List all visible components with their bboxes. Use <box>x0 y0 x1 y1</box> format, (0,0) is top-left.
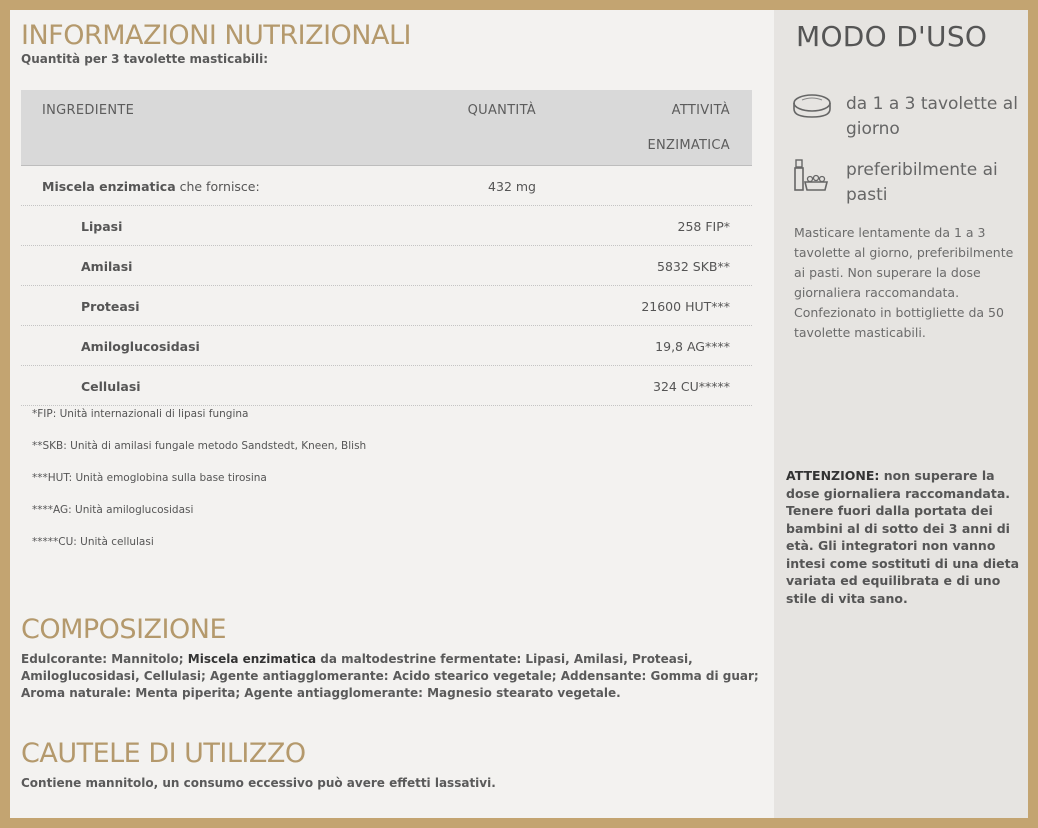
usage-item-text: da 1 a 3 tavolette al giorno <box>846 94 1018 139</box>
composizione-title: COMPOSIZIONE <box>21 614 227 645</box>
row-activity: 324 CU***** <box>653 379 730 394</box>
footnote: ****AG: Unità amiloglucosidasi <box>32 504 194 516</box>
nutrition-section <box>10 10 774 818</box>
row-activity: 5832 SKB** <box>657 259 730 274</box>
modo-title: MODO D'USO <box>796 20 988 53</box>
table-row <box>21 246 752 286</box>
row-activity: 19,8 AG**** <box>655 339 730 354</box>
composizione-text: Edulcorante: Mannitolo; Miscela enzimatica da maltodestrine fermentate: Lipasi, Amilasi, Proteasi, Amiloglucosidasi, Cellulasi; Agente antiagglomerante: Acido stearico vegetale; Addensante: Gomma di guar; Aroma naturale: Menta piperita; Agente antiagglomerante: Magnesio stearato vegetale. <box>21 652 759 700</box>
row-name: Lipasi <box>81 219 123 234</box>
table-row <box>21 326 752 366</box>
table-row <box>21 286 752 326</box>
footnote: **SKB: Unità di amilasi fungale metodo Sandstedt, Kneen, Blish <box>32 440 367 452</box>
footnotes <box>32 408 366 568</box>
row-name: Miscela enzimatica che fornisce: <box>42 179 260 194</box>
nutrition-table <box>21 90 752 406</box>
cautele-text: Contiene mannitolo, un consumo eccessivo può avere effetti lassativi. <box>21 776 496 790</box>
row-activity: 258 FIP* <box>677 219 730 234</box>
footnote: ***HUT: Unità emoglobina sulla base tirosina <box>32 472 267 484</box>
table-row <box>21 366 752 406</box>
usage-panel <box>774 10 1028 818</box>
footnote: *FIP: Unità internazionali di lipasi fungina <box>32 408 249 420</box>
row-name: Cellulasi <box>81 379 141 394</box>
table-header <box>21 90 752 166</box>
row-quantity: 432 mg <box>488 179 536 194</box>
header-ingredient: INGREDIENTE <box>42 103 135 118</box>
header-quantity: QUANTITÀ <box>467 103 536 118</box>
attention-note: ATTENZIONE: non superare la dose giornaliera raccomandata. Tenere fuori dalla portata dei bambini al di sotto dei 3 anni di età. Gli integratori non vanno intesi come sostituti di una dieta variata ed equilibrata e di uno stile di vita sano. <box>786 468 1020 606</box>
cautele-title: CAUTELE DI UTILIZZO <box>21 738 306 769</box>
table-row <box>21 166 752 206</box>
header-activity-1: ATTIVITÀ <box>671 103 730 118</box>
row-name: Amilasi <box>81 259 133 274</box>
usage-description: Masticare lentamente da 1 a 3 tavolette al giorno, preferibilmente ai pasti. Non superare la dose giornaliera raccomandata. Confezionato in bottigliette da 50 tavolette masticabili. <box>794 225 1014 340</box>
row-name: Amiloglucosidasi <box>81 339 200 354</box>
table-row <box>21 206 752 246</box>
tablet-icon <box>792 92 834 126</box>
row-activity: 21600 HUT*** <box>641 299 730 314</box>
header-activity-2: ENZIMATICA <box>647 138 730 153</box>
footnote: *****CU: Unità cellulasi <box>32 536 154 548</box>
info-subtitle: Quantità per 3 tavolette masticabili: <box>21 52 269 66</box>
info-title: INFORMAZIONI NUTRIZIONALI <box>21 20 411 51</box>
meal-icon <box>792 158 830 196</box>
row-name: Proteasi <box>81 299 140 314</box>
usage-item-text: preferibilmente ai pasti <box>846 160 998 205</box>
content-frame <box>10 10 1028 818</box>
